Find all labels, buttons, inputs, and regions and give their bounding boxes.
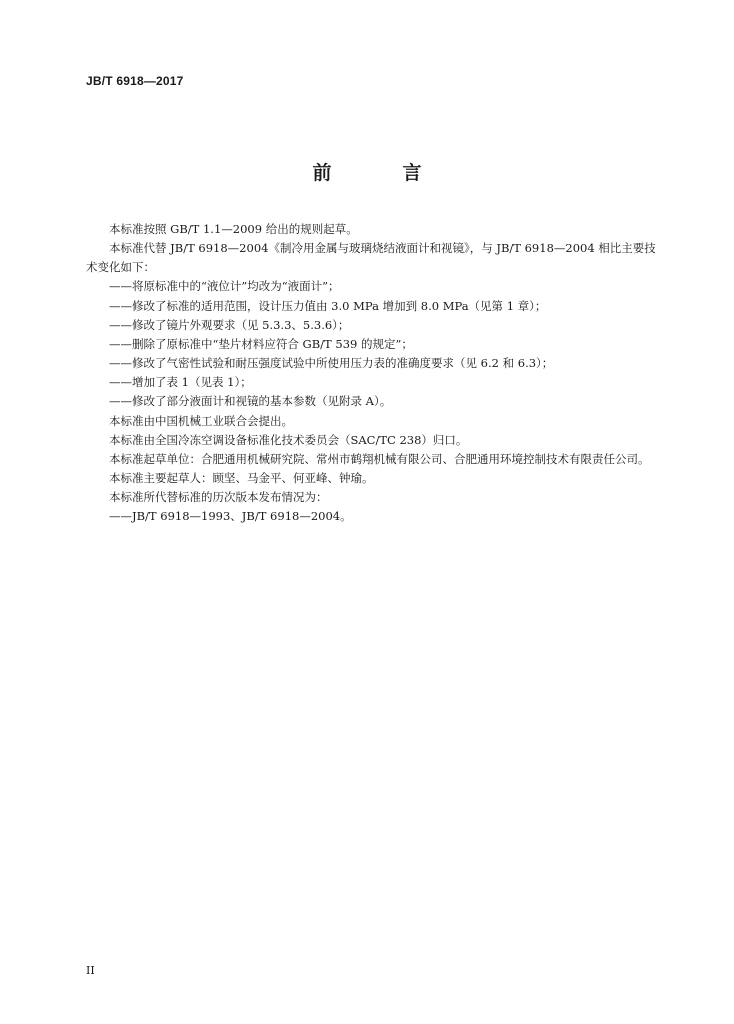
list-item-change-3: ——修改了镜片外观要求（见 5.3.3、5.3.6）；: [109, 317, 350, 332]
foreword-body: [86, 220, 658, 527]
standard-code: JB/T 6918—2017: [86, 74, 184, 88]
page-number: II: [86, 964, 95, 977]
paragraph-centralized-by: 本标准由全国冷冻空调设备标准化技术委员会（SAC/TC 238）归口。: [109, 432, 468, 447]
page-title: 前 言: [312, 162, 448, 184]
list-item-change-6: ——增加了表 1（见表 1）；: [109, 375, 252, 390]
paragraph-history-intro: 本标准所代替标准的历次版本发布情况为：: [109, 490, 328, 505]
paragraph-drafting-rules: 本标准按照 GB/T 1.1—2009 给出的规则起草。: [109, 222, 358, 236]
paragraph-drafters: 本标准主要起草人：顾坚、马金平、何亚峰、钟瑜。: [109, 471, 374, 486]
paragraph-proposed-by: 本标准由中国机械工业联合会提出。: [109, 413, 293, 428]
list-item-change-7: ——修改了部分液面计和视镜的基本参数（见附录 A）。: [109, 394, 392, 409]
list-item-change-4: ——删除了原标准中“垫片材料应符合 GB/T 539 的规定”；: [109, 336, 413, 351]
list-item-history: ——JB/T 6918—1993、JB/T 6918—2004。: [109, 509, 352, 524]
list-item-change-1: ——将原标准中的“液位计”均改为“液面计”；: [109, 279, 340, 294]
paragraph-replacement: 本标准代替 JB/T 6918—2004《制冷用金属与玻璃烧结液面计和视镜》，与 JB/T 6918—2004 相比主要技术变化如下：: [86, 241, 656, 275]
list-item-change-2: ——修改了标准的适用范围，设计压力值由 3.0 MPa 增加到 8.0 MPa（见第 1 章）；: [109, 298, 547, 313]
paragraph-drafting-units: 本标准起草单位：合肥通用机械研究院、常州市鹤翔机械有限公司、合肥通用环境控制技术有限责任公司。: [109, 451, 650, 466]
list-item-change-5: ——修改了气密性试验和耐压强度试验中所使用压力表的准确度要求（见 6.2 和 6.3）；: [109, 356, 554, 371]
